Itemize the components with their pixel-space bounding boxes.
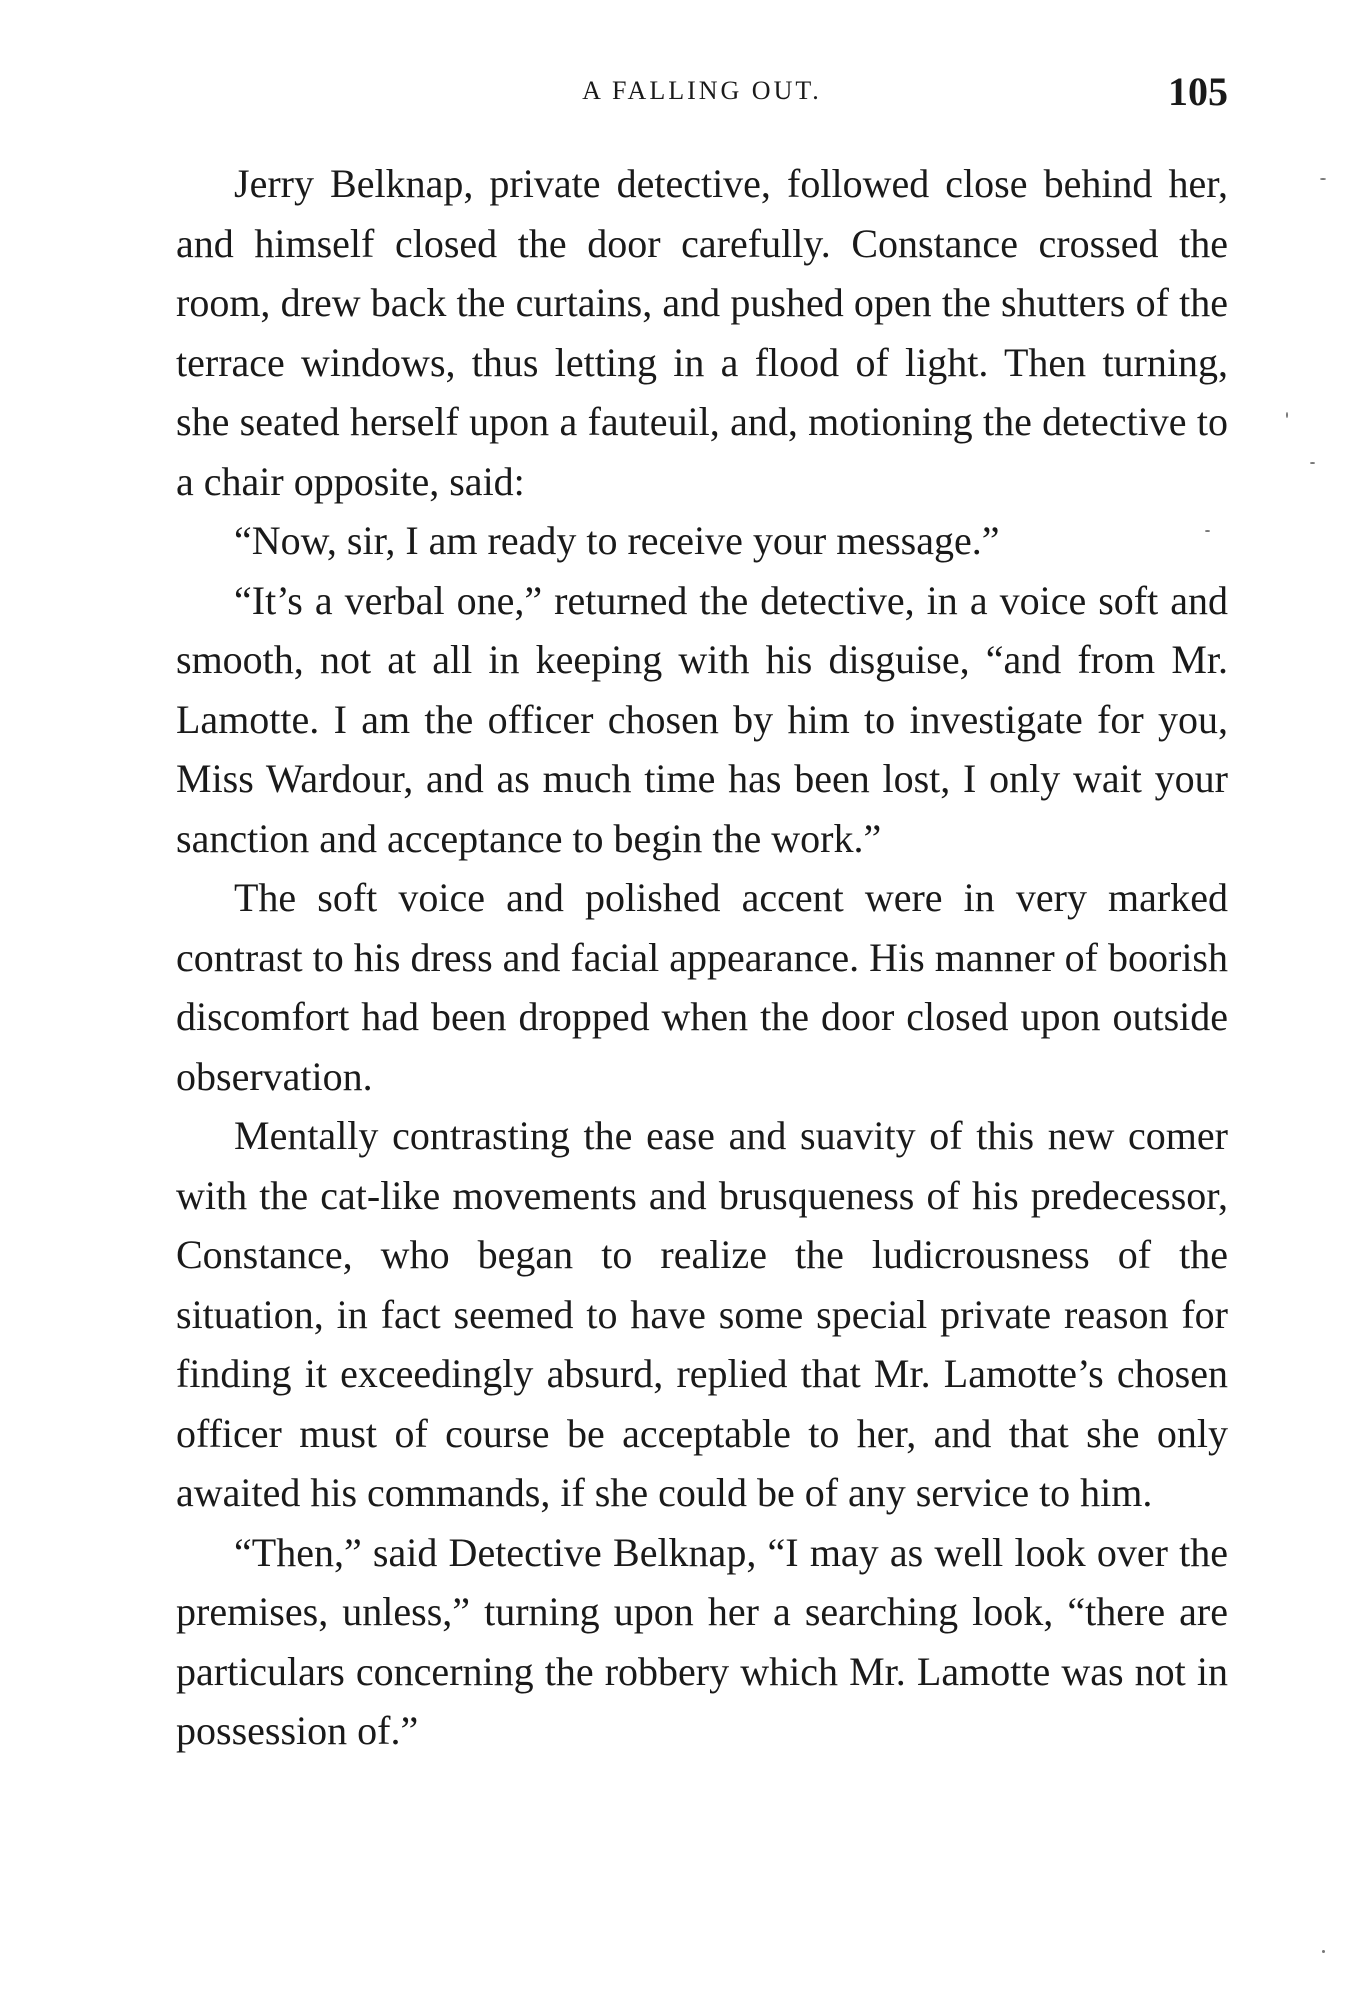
running-head [176,68,1228,116]
paragraph-1: Jerry Belknap, private detective, followed close behind her, and himself closed the door carefully. Constance crossed the room, drew back the curtains, and pushed open the shutters of the terrace windows, thus letting in a flood of light. Then turning, she seated herself upon a fauteuil, and, motioning the detective to a chair opposite, said: [176,161,1228,504]
running-title: A FALLING OUT. [582,76,822,105]
scan-speck [1310,462,1315,464]
scan-speck [1286,412,1288,418]
paragraph-3: “It’s a verbal one,” returned the detective, in a voice soft and smooth, not at all in keeping with his disguise, “and from Mr. Lamotte. I am the officer chosen by him to investigate for you, Miss Wardour, and as much time has been lost, I only wait your sanction and acceptance to begin the work.” [176,577,1228,861]
scan-speck [1322,1950,1325,1953]
paragraph-6: “Then,” said Detective Belknap, “I may as well look over the premises, unless,” turning upon her a searching look, “there are particulars concerning the robbery which Mr. Lamotte was not in possession of.” [176,1529,1228,1753]
scan-speck [1205,530,1210,532]
body-text [176,154,1228,1761]
paragraph-4: The soft voice and polished accent were in very marked contrast to his dress and facial appearance. His manner of boorish discomfort had been dropped when the door closed upon outside observation. [176,875,1228,1099]
page-number: 105 [1168,69,1228,114]
paragraph-2: “Now, sir, I am ready to receive your message.” [234,518,1000,563]
paragraph-5: Mentally contrasting the ease and suavity of this new comer with the cat-like movements and brusqueness of his predecessor, Constance, who began to realize the ludicrousness of the situation, in fact seemed to have some special private reason for finding it exceedingly absurd, replied that Mr. Lamotte’s chosen officer must of course be acceptable to her, and that she only awaited his commands, if she could be of any service to him. [176,1113,1228,1515]
scan-speck [1320,178,1326,180]
